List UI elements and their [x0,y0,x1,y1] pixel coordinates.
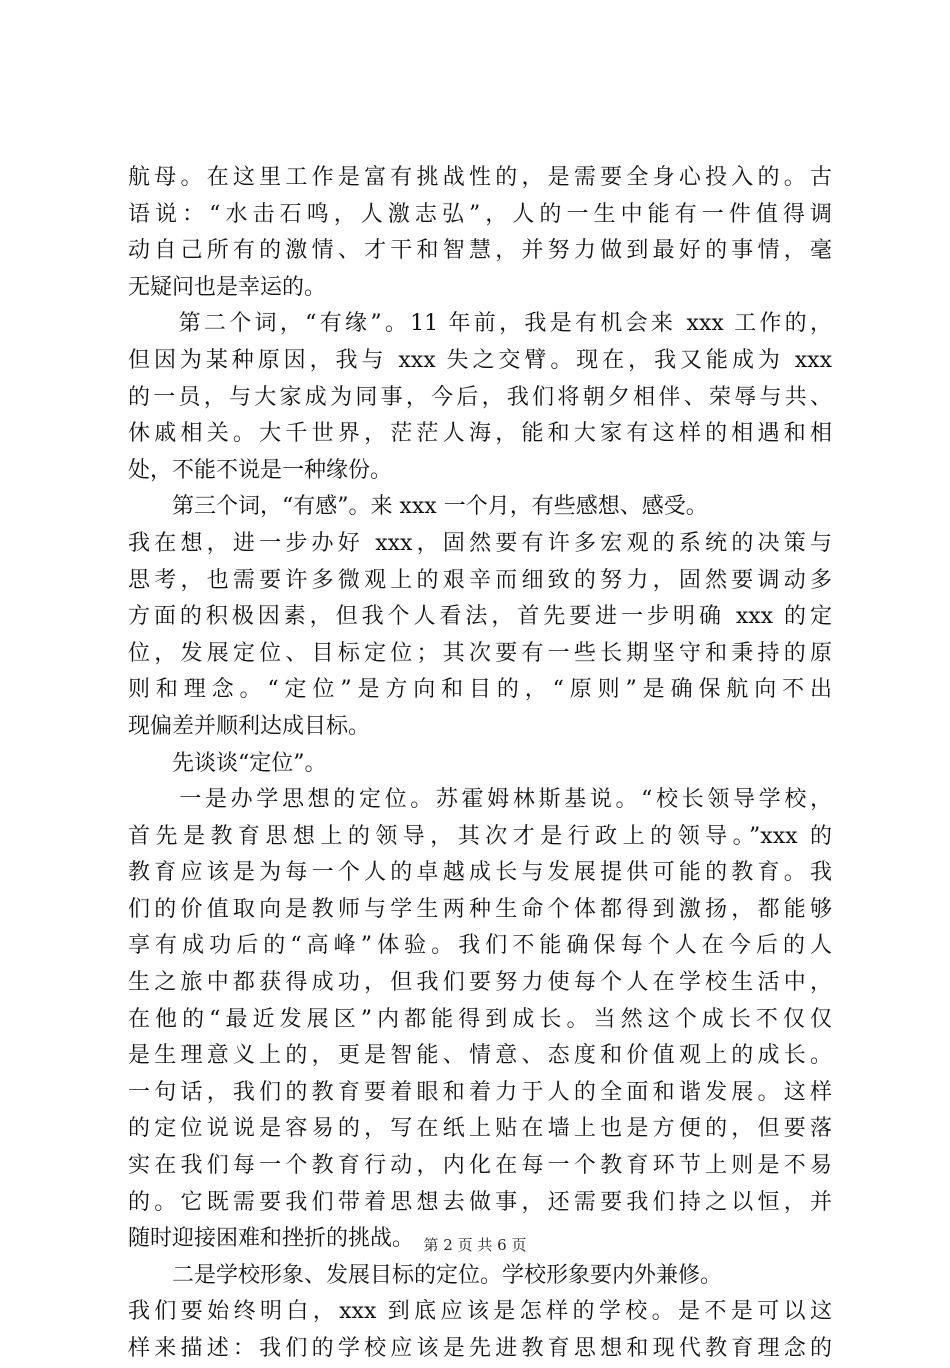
page-footer: 第 2 页 共 6 页 [423,1236,527,1254]
text-line: 则和理念。“定位”是方向和目的，“原则”是确保航向不出 [128,677,832,703]
text-line: 但因为某种原因，我与 xxx 失之交臂。现在，我又能成为 xxx [128,347,832,373]
text-line: 教育应该是为每一个人的卓越成长与发展提供可能的教育。我 [128,860,832,886]
text-line: 享有成功后的“高峰”体验。我们不能确保每个人在今后的人 [128,933,832,959]
text-line: 随时迎接困难和挫折的挑战。 [128,1226,415,1252]
text-line: 在他的“最近发展区”内都能得到成长。当然这个成长不仅仅 [128,1006,832,1032]
text-line: 语说：“水击石鸣，人激志弘”，人的一生中能有一件值得调 [128,201,832,227]
text-line: 的。它既需要我们带着思想去做事，还需要我们持之以恒，并 [128,1189,832,1215]
text-line: 第三个词，“有感”。来 xxx 一个月，有些感想、感受。 [128,494,708,520]
text-line: 样来描述：我们的学校应该是先进教育思想和现代教育理念的 [128,1336,832,1361]
text-line: 生之旅中都获得成功，但我们要努力使每个人在学校生活中， [128,970,832,996]
text-line: 我在想，进一步办好 xxx，固然要有许多宏观的系统的决策与 [128,530,832,556]
text-line: 们的价值取向是教师与学生两种生命个体都得到激扬，都能够 [128,896,832,922]
text-line: 现偏差并顺利达成目标。 [128,713,371,739]
text-line: 的一员，与大家成为同事，今后，我们将朝夕相伴、荣辱与共、 [128,384,832,410]
text-line: 是生理意义上的，更是智能、情意、态度和价值观上的成长。 [128,1043,832,1069]
text-line: 首先是教育思想上的领导，其次才是行政上的领导。”xxx 的 [128,823,832,849]
text-line: 思考，也需要许多微观上的艰辛而细致的努力，固然要调动多 [128,567,832,593]
text-line: 方面的积极因素，但我个人看法，首先要进一步明确 xxx 的定 [128,604,832,630]
text-line: 位，发展定位、目标定位；其次要有一些长期坚守和秉持的原 [128,640,832,666]
text-line: 第二个词，“有缘”。11 年前，我是有机会来 xxx 工作的， [128,311,832,337]
text-line: 航母。在这里工作是富有挑战性的，是需要全身心投入的。古 [128,165,832,190]
text-line: 动自己所有的激情、才干和智慧，并努力做到最好的事情，毫 [128,238,832,264]
text-line: 我们要始终明白，xxx 到底应该是怎样的学校。是不是可以这 [128,1299,832,1325]
text-line: 一是办学思想的定位。苏霍姆林斯基说。“校长领导学校， [128,787,832,813]
text-line: 二是学校形象、发展目标的定位。学校形象要内外兼修。 [128,1262,723,1288]
text-line: 先谈谈“定位”。 [128,750,327,776]
text-line: 一句话，我们的教育要着眼和着力于人的全面和谐发展。这样 [128,1079,832,1105]
text-line: 的定位说说是容易的，写在纸上贴在墙上也是方便的，但要落 [128,1116,832,1142]
text-line: 无疑问也是幸运的。 [128,274,327,300]
text-line: 实在我们每一个教育行动，内化在每一个教育环节上则是不易 [128,1153,832,1179]
text-line: 休戚相关。大千世界，茫茫人海，能和大家有这样的相遇和相 [128,421,832,447]
text-line: 处，不能不说是一种缘份。 [128,457,393,483]
body-text [128,160,832,1368]
